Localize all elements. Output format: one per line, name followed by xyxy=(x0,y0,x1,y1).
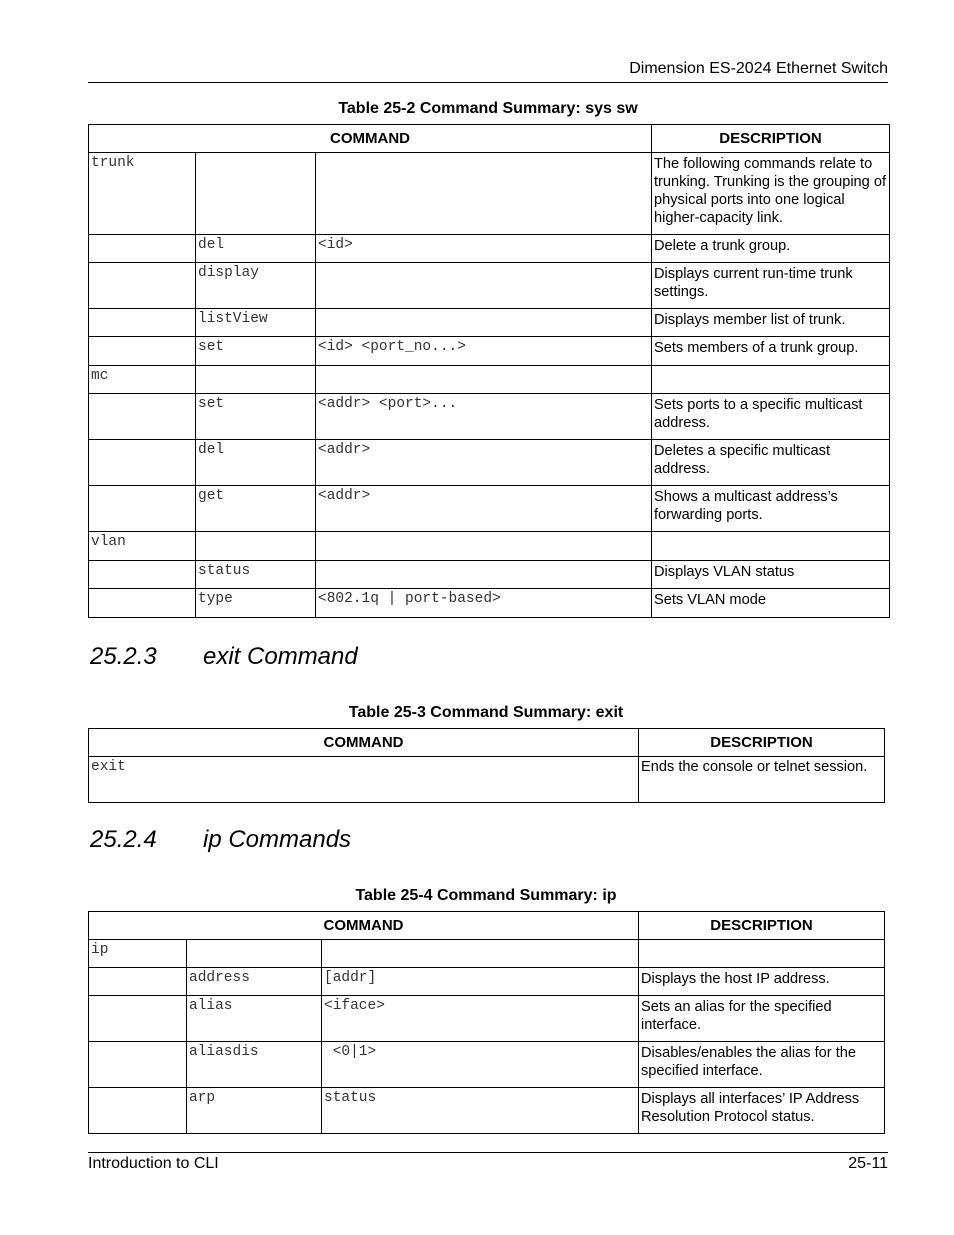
subcommand-cell: arp xyxy=(187,1088,322,1134)
description-cell: The following commands relate to trunking. Trunking is the grouping of physical ports into one logical higher-capacity link. xyxy=(652,153,890,235)
argument-cell: <addr> <port>... xyxy=(316,394,652,440)
column-header-description: DESCRIPTION xyxy=(639,912,885,940)
page-footer xyxy=(88,1152,888,1173)
description-cell: Shows a multicast address’s forwarding ports. xyxy=(652,486,890,532)
table-row xyxy=(89,757,885,803)
footer-chapter-title: Introduction to CLI xyxy=(88,1155,219,1172)
command-cell xyxy=(89,996,187,1042)
argument-cell xyxy=(316,532,652,561)
subcommand-cell: set xyxy=(196,394,316,440)
command-cell xyxy=(89,1042,187,1088)
table-row xyxy=(89,366,890,394)
argument-cell: status xyxy=(322,1088,639,1134)
argument-cell xyxy=(316,263,652,309)
table-row xyxy=(89,394,890,440)
argument-cell: <id> <port_no...> xyxy=(316,337,652,366)
section-title: ip Commands xyxy=(203,826,352,853)
table-row xyxy=(89,1088,885,1134)
command-table-exit xyxy=(88,728,885,803)
description-cell: Sets members of a trunk group. xyxy=(652,337,890,366)
command-table-ip xyxy=(88,911,885,1134)
argument-cell xyxy=(316,561,652,589)
subcommand-cell: display xyxy=(196,263,316,309)
command-cell xyxy=(89,561,196,589)
description-cell xyxy=(652,366,890,394)
table-row xyxy=(89,309,890,337)
description-cell: Ends the console or telnet session. xyxy=(639,757,885,803)
table-row xyxy=(89,940,885,968)
description-cell xyxy=(639,940,885,968)
subcommand-cell: get xyxy=(196,486,316,532)
description-cell: Displays the host IP address. xyxy=(639,968,885,996)
description-cell: Displays current run-time trunk settings. xyxy=(652,263,890,309)
command-cell xyxy=(89,968,187,996)
argument-cell: <0|1> xyxy=(322,1042,639,1088)
table-row xyxy=(89,337,890,366)
argument-cell: <802.1q | port-based> xyxy=(316,589,652,618)
command-cell: mc xyxy=(89,366,196,394)
column-header-command: COMMAND xyxy=(89,729,639,757)
command-table-sys-sw xyxy=(88,124,890,618)
subcommand-cell: alias xyxy=(187,996,322,1042)
table-row xyxy=(89,996,885,1042)
table-caption: Table 25-4 Command Summary: ip xyxy=(355,887,617,904)
argument-cell: <id> xyxy=(316,235,652,263)
command-cell xyxy=(89,589,196,618)
command-cell xyxy=(89,263,196,309)
argument-cell: <addr> xyxy=(316,486,652,532)
description-cell xyxy=(652,532,890,561)
table-row xyxy=(89,1042,885,1088)
argument-cell: <iface> xyxy=(322,996,639,1042)
argument-cell: [addr] xyxy=(322,968,639,996)
column-header-description: DESCRIPTION xyxy=(652,125,890,153)
command-cell: trunk xyxy=(89,153,196,235)
subcommand-cell: aliasdis xyxy=(187,1042,322,1088)
table-row xyxy=(89,263,890,309)
argument-cell xyxy=(316,366,652,394)
description-cell: Delete a trunk group. xyxy=(652,235,890,263)
argument-cell xyxy=(316,153,652,235)
command-cell xyxy=(89,309,196,337)
running-header: Dimension ES-2024 Ethernet Switch xyxy=(88,60,888,83)
command-cell xyxy=(89,394,196,440)
table-row xyxy=(89,532,890,561)
subcommand-cell: del xyxy=(196,440,316,486)
command-cell xyxy=(89,1088,187,1134)
command-cell: ip xyxy=(89,940,187,968)
column-header-command: COMMAND xyxy=(89,912,639,940)
subcommand-cell: type xyxy=(196,589,316,618)
command-cell xyxy=(89,486,196,532)
table-row xyxy=(89,486,890,532)
section-heading xyxy=(90,643,358,671)
subcommand-cell: listView xyxy=(196,309,316,337)
description-cell: Displays member list of trunk. xyxy=(652,309,890,337)
description-cell: Deletes a specific multicast address. xyxy=(652,440,890,486)
table-caption: Table 25-3 Command Summary: exit xyxy=(348,704,624,721)
description-cell: Sets an alias for the specified interface. xyxy=(639,996,885,1042)
description-cell: Sets VLAN mode xyxy=(652,589,890,618)
section-number: 25.2.3 xyxy=(90,643,157,670)
command-cell xyxy=(89,440,196,486)
subcommand-cell xyxy=(196,366,316,394)
subcommand-cell: address xyxy=(187,968,322,996)
subcommand-cell: status xyxy=(196,561,316,589)
section-number: 25.2.4 xyxy=(90,826,157,853)
description-cell: Displays all interfaces’ IP Address Resolution Protocol status. xyxy=(639,1088,885,1134)
argument-cell xyxy=(322,940,639,968)
page-number: 25-11 xyxy=(848,1155,888,1172)
column-header-command: COMMAND xyxy=(89,125,652,153)
table-row xyxy=(89,440,890,486)
command-cell: exit xyxy=(89,757,639,803)
table-row xyxy=(89,153,890,235)
table-row xyxy=(89,235,890,263)
subcommand-cell xyxy=(187,940,322,968)
argument-cell xyxy=(316,309,652,337)
command-cell xyxy=(89,235,196,263)
subcommand-cell: set xyxy=(196,337,316,366)
subcommand-cell xyxy=(196,532,316,561)
subcommand-cell xyxy=(196,153,316,235)
command-cell: vlan xyxy=(89,532,196,561)
table-row xyxy=(89,589,890,618)
command-cell xyxy=(89,337,196,366)
table-row xyxy=(89,561,890,589)
description-cell: Displays VLAN status xyxy=(652,561,890,589)
subcommand-cell: del xyxy=(196,235,316,263)
column-header-description: DESCRIPTION xyxy=(639,729,885,757)
section-heading xyxy=(90,826,351,854)
description-cell: Sets ports to a specific multicast address. xyxy=(652,394,890,440)
argument-cell: <addr> xyxy=(316,440,652,486)
section-title: exit Command xyxy=(203,643,358,670)
description-cell: Disables/enables the alias for the specified interface. xyxy=(639,1042,885,1088)
table-caption: Table 25-2 Command Summary: sys sw xyxy=(338,100,638,117)
table-row xyxy=(89,968,885,996)
